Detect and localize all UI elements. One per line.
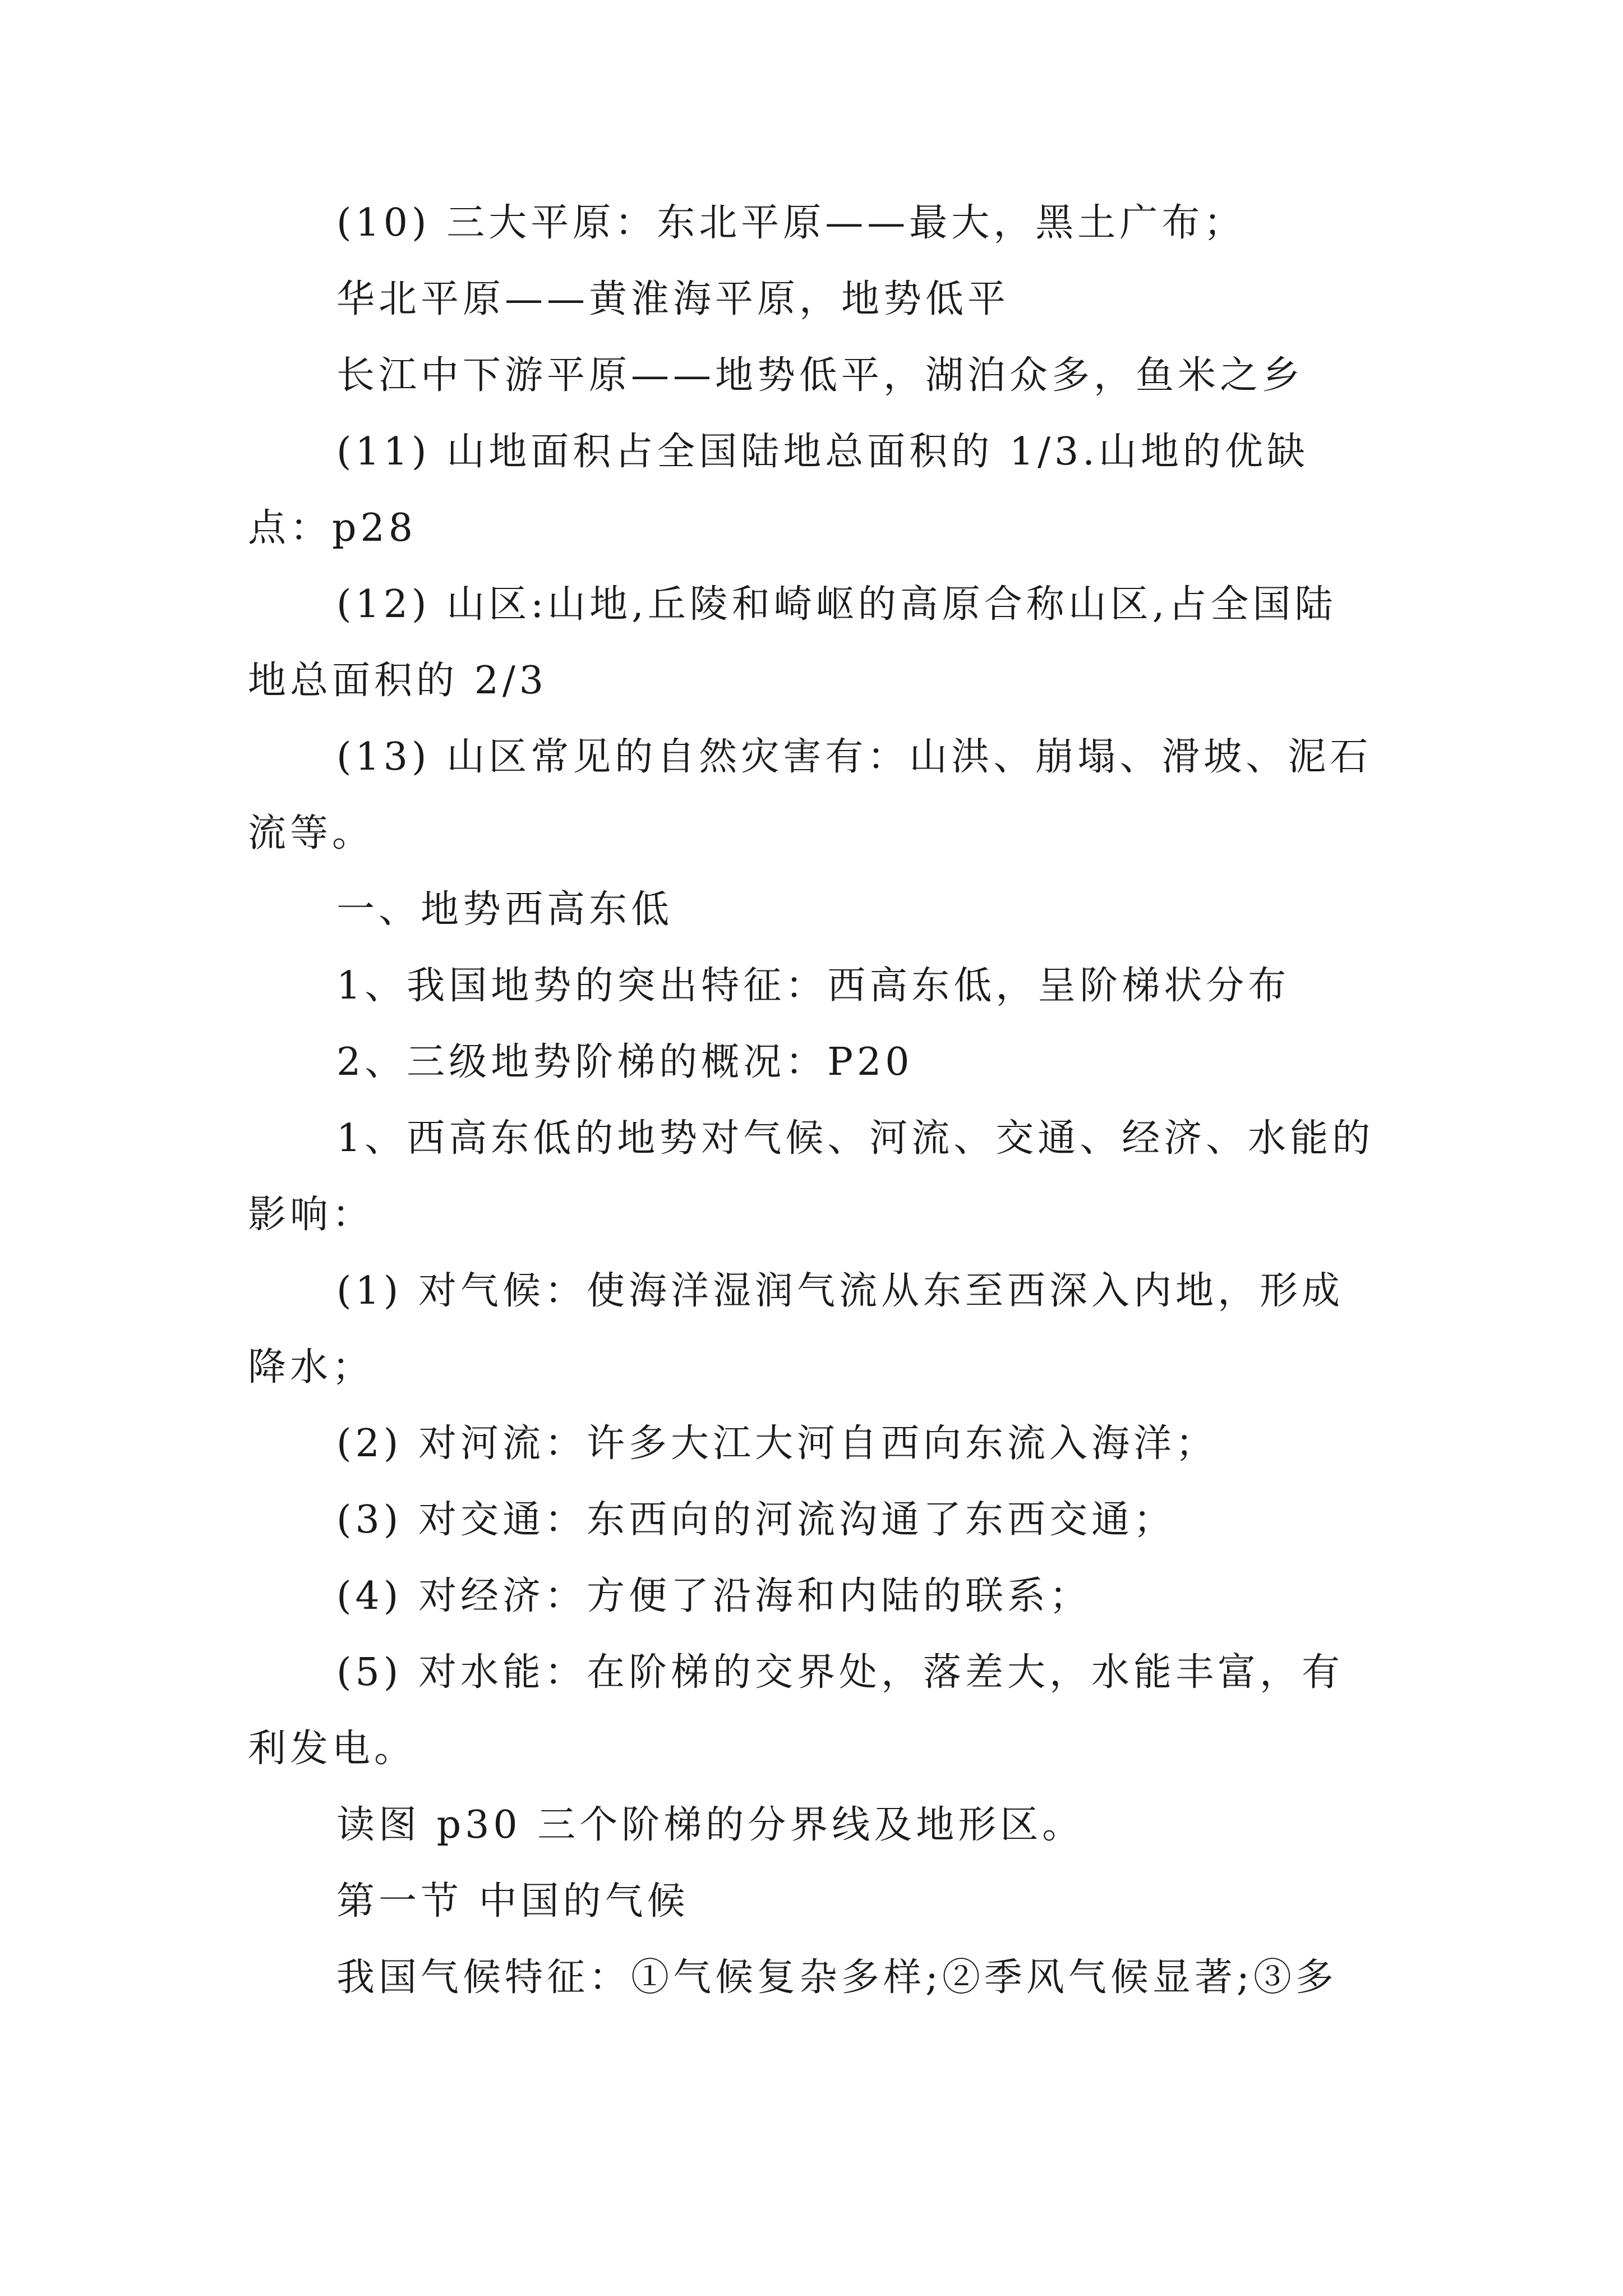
section-heading-terrain: 一、地势西高东低: [336, 887, 674, 932]
paragraph-influence-economy: (4) 对经济：方便了沿海和内陆的联系；: [336, 1574, 1091, 1618]
paragraph-influence-climate: (1) 对气候：使海洋湿润气流从东至西深入内地，形成降水；: [248, 1269, 1344, 1389]
document-body: [248, 185, 1375, 2016]
section-heading-climate: 第一节 中国的气候: [336, 1879, 689, 1924]
paragraph-terrain-influence: 1、西高东低的地势对气候、河流、交通、经济、水能的影响：: [248, 1116, 1375, 1237]
paragraph-mountain-area: (11) 山地面积占全国陆地总面积的 1/3.山地的优缺点：p28: [248, 430, 1309, 550]
paragraph-mountain-region: (12) 山区:山地,丘陵和崎岖的高原合称山区,占全国陆地总面积的 2/3: [248, 582, 1337, 703]
paragraph-three-steps: 2、三级地势阶梯的概况：P20: [336, 1040, 914, 1084]
paragraph-yangtze-plain: 长江中下游平原——地势低平，湖泊众多，鱼米之乡: [336, 353, 1304, 398]
paragraph-north-china-plain: 华北平原——黄淮海平原，地势低平: [336, 277, 1010, 321]
paragraph-influence-transport: (3) 对交通：东西向的河流沟通了东西交通；: [336, 1498, 1175, 1542]
paragraph-influence-hydropower: (5) 对水能：在阶梯的交界处，落差大，水能丰富，有利发电。: [248, 1650, 1344, 1771]
paragraph-read-map: 读图 p30 三个阶梯的分界线及地形区。: [336, 1803, 1085, 1847]
paragraph-plains-intro: (10) 三大平原：东北平原——最大，黑土广布；: [336, 201, 1246, 245]
paragraph-climate-features: 我国气候特征：①气候复杂多样;②季风气候显著;③多: [336, 1955, 1338, 2000]
paragraph-natural-disasters: (13) 山区常见的自然灾害有：山洪、崩塌、滑坡、泥石流等。: [248, 735, 1372, 855]
paragraph-terrain-feature: 1、我国地势的突出特征：西高东低，呈阶梯状分布: [336, 964, 1290, 1008]
paragraph-influence-rivers: (2) 对河流：许多大江大河自西向东流入海洋；: [336, 1421, 1218, 1466]
